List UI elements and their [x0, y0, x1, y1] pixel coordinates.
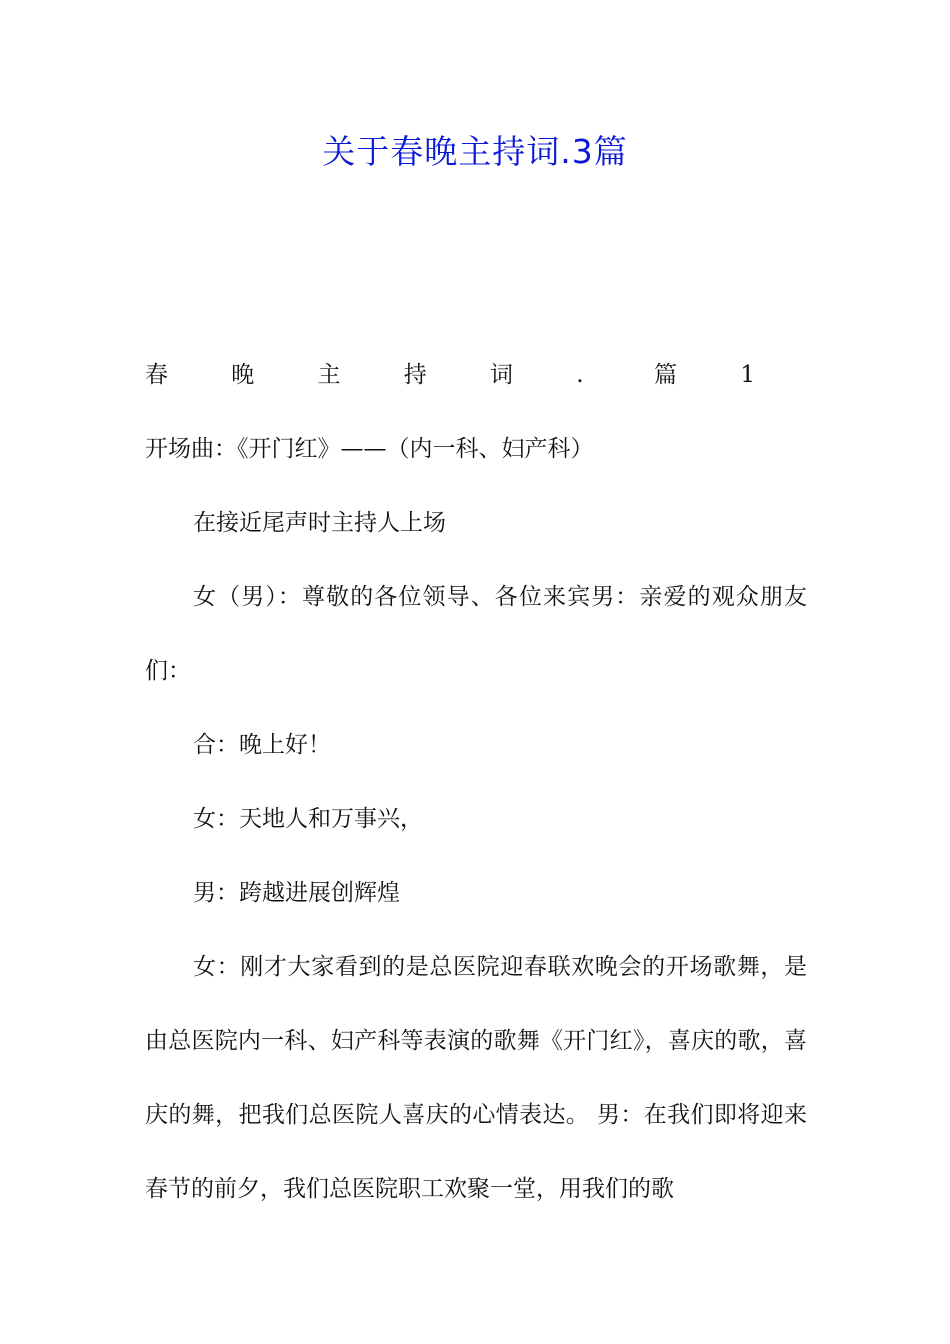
paragraph-7: 女：刚才大家看到的是总医院迎春联欢晚会的开场歌舞，是由总医院内一科、妇产科等表演的歌舞《开门红》，喜庆的歌，喜庆的舞，把我们总医院人喜庆的心情表达。 男：在我们即将迎来春节的前夕，我们总医院职工欢聚一堂，用我们的歌: [145, 954, 807, 1202]
paragraph-5: 女：天地人和万事兴，: [193, 806, 423, 832]
opening-paragraph: [145, 338, 807, 486]
section-label: 春晚主持词. 篇1: [145, 362, 755, 388]
paragraph-4: 合：晚上好！: [193, 732, 331, 758]
paragraph-1: 开场曲：《开门红》——（内一科、妇产科）: [145, 436, 594, 462]
paragraph-3: 女（男）：尊敬的各位领导、各位来宾男：亲爱的观众朋友们：: [145, 584, 807, 684]
paragraph-6: 男：跨越进展创辉煌: [193, 880, 400, 906]
paragraph-2: 在接近尾声时主持人上场: [193, 510, 446, 536]
document-body: [145, 338, 807, 1226]
document-title: 关于春晚主持词.3篇: [322, 132, 628, 171]
